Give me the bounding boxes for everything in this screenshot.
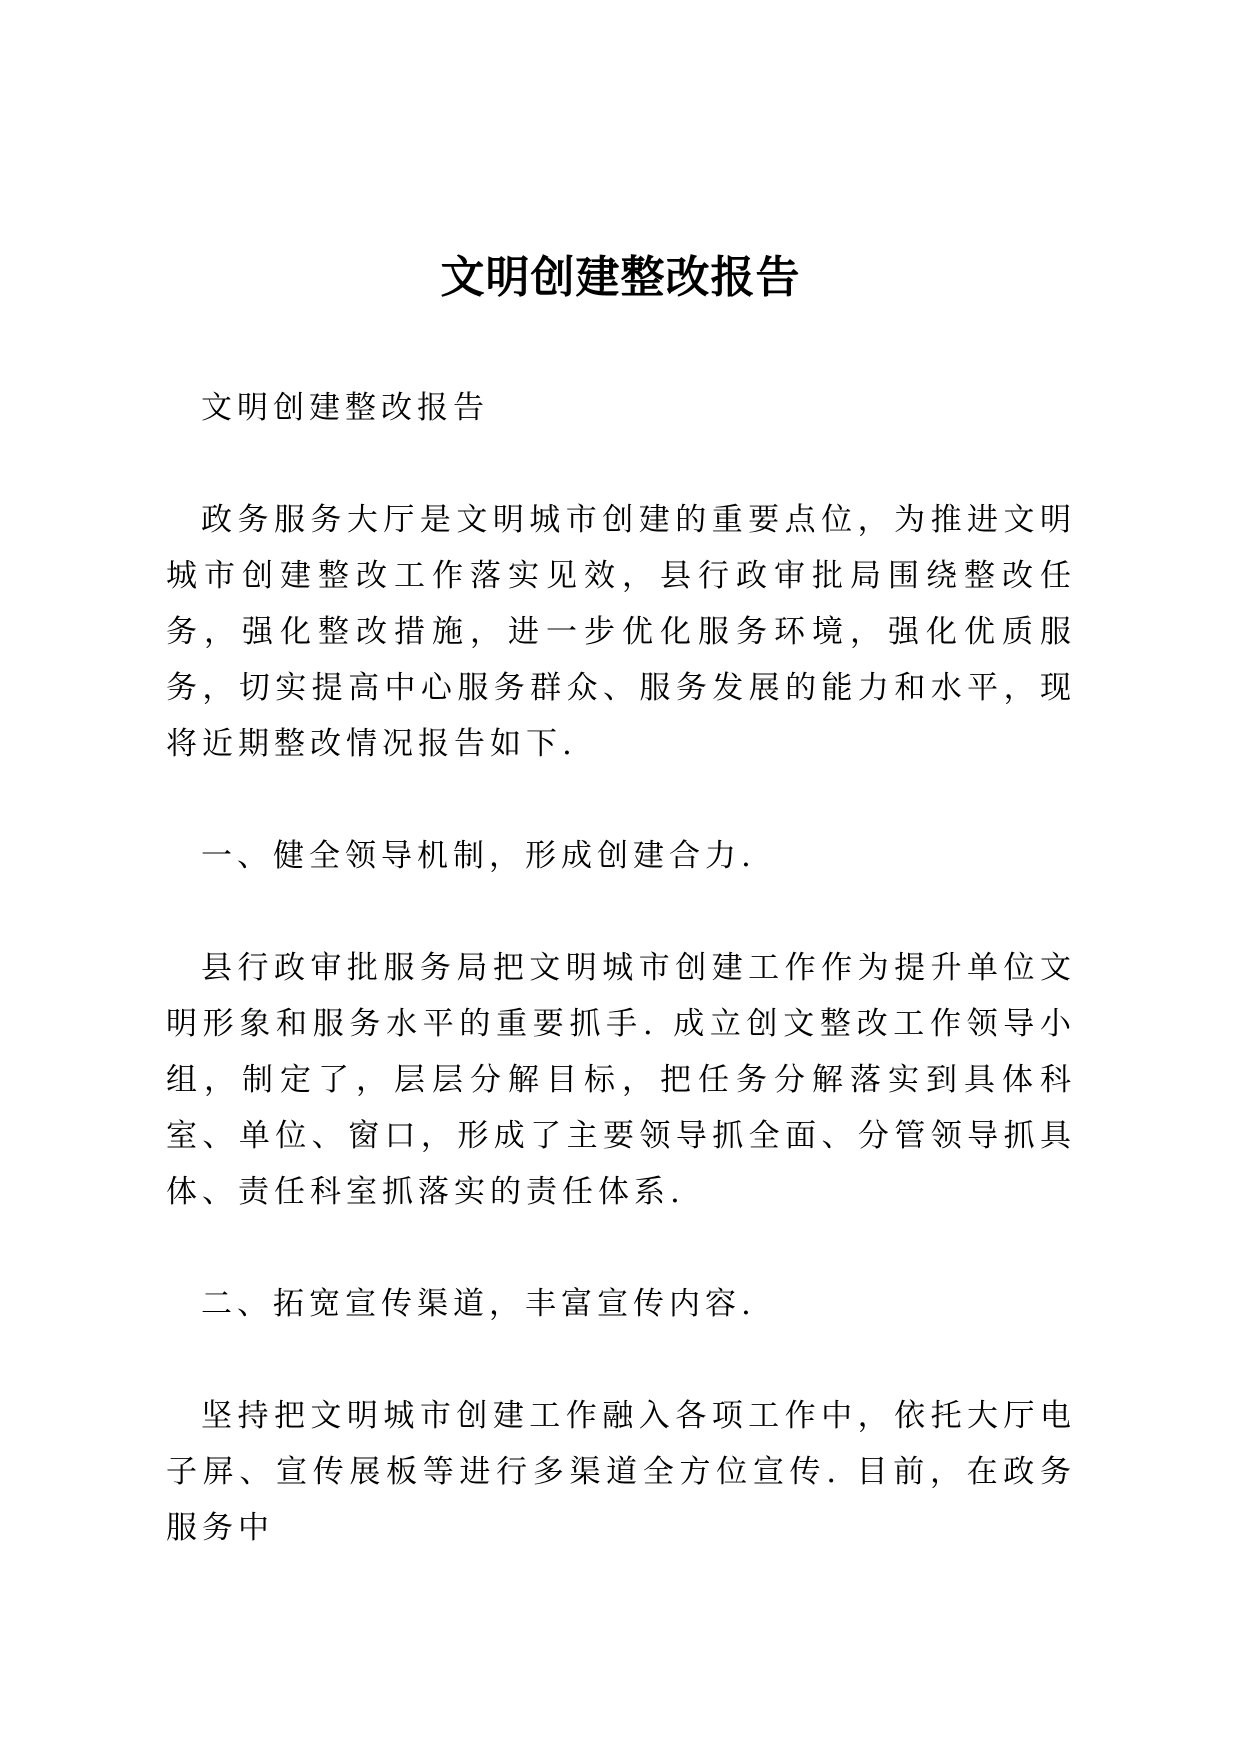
paragraph-section-1: 县行政审批服务局把文明城市创建工作作为提升单位文明形象和服务水平的重要抓手. 成立创文整改工作领导小组，制定了，层层分解目标，把任务分解落实到具体科室、单位、窗口，形成了主要领导抓全面、分管领导抓具体、责任科室抓落实的责任体系. xyxy=(166,950,1076,1210)
subtitle-line: 文明创建整改报告 xyxy=(201,390,489,426)
section-heading-2: 二、拓宽宣传渠道，丰富宣传内容. xyxy=(201,1286,756,1322)
section-heading-1: 一、健全领导机制，形成创建合力. xyxy=(201,838,756,874)
paragraph-section-2: 坚持把文明城市创建工作融入各项工作中，依托大厅电子屏、宣传展板等进行多渠道全方位宣传. 目前，在政务服务中 xyxy=(166,1398,1076,1546)
document-body xyxy=(166,380,1076,1612)
document-title: 文明创建整改报告 xyxy=(440,252,801,303)
paragraph-intro: 政务服务大厅是文明城市创建的重要点位，为推进文明城市创建整改工作落实见效，县行政审批局围绕整改任务，强化整改措施，进一步优化服务环境，强化优质服务，切实提高中心服务群众、服务发展的能力和水平，现将近期整改情况报告如下. xyxy=(166,502,1076,762)
